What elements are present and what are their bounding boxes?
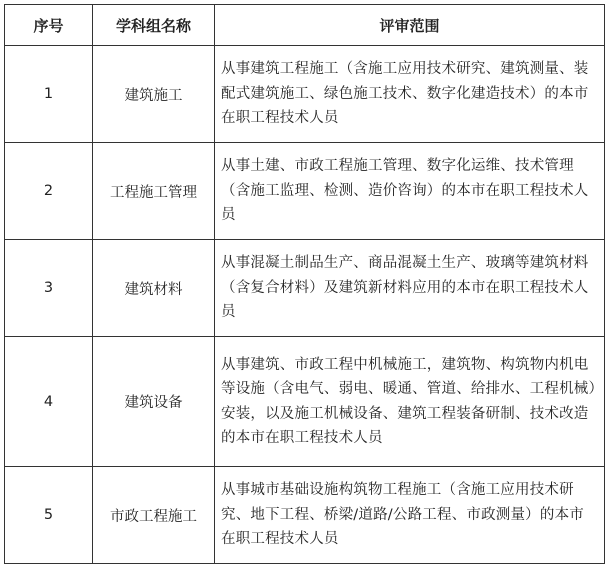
row-discipline: 建筑设备	[93, 337, 215, 467]
review-scope-table-container	[4, 4, 604, 564]
row-index: 4	[5, 337, 93, 467]
review-scope-table	[4, 4, 605, 564]
row-discipline: 建筑施工	[93, 46, 215, 143]
row-index: 3	[5, 240, 93, 337]
row-discipline: 建筑材料	[93, 240, 215, 337]
table-row	[5, 46, 605, 143]
row-scope: 从事城市基础设施构筑物工程施工（含施工应用技术研究、地下工程、桥梁/道路/公路工程、市政测量）的本市在职工程技术人员	[215, 467, 605, 564]
row-scope: 从事建筑、市政工程中机械施工，建筑物、构筑物内机电等设施（含电气、弱电、暖通、管道、给排水、工程机械）安装，以及施工机械设备、建筑工程装备研制、技术改造的本市在职工程技术人员	[215, 337, 605, 467]
row-scope: 从事建筑工程施工（含施工应用技术研究、建筑测量、装配式建筑施工、绿色施工技术、数字化建造技术）的本市在职工程技术人员	[215, 46, 605, 143]
table-row	[5, 240, 605, 337]
header-index: 序号	[5, 5, 93, 46]
row-index: 1	[5, 46, 93, 143]
row-discipline: 市政工程施工	[93, 467, 215, 564]
table-row	[5, 337, 605, 467]
table-row	[5, 467, 605, 564]
table-row	[5, 143, 605, 240]
row-scope: 从事混凝土制品生产、商品混凝土生产、玻璃等建筑材料（含复合材料）及建筑新材料应用的本市在职工程技术人员	[215, 240, 605, 337]
row-index: 2	[5, 143, 93, 240]
row-index: 5	[5, 467, 93, 564]
header-discipline: 学科组名称	[93, 5, 215, 46]
header-scope: 评审范围	[215, 5, 605, 46]
row-discipline: 工程施工管理	[93, 143, 215, 240]
table-header-row	[5, 5, 605, 46]
row-scope: 从事土建、市政工程施工管理、数字化运维、技术管理（含施工监理、检测、造价咨询）的本市在职工程技术人员	[215, 143, 605, 240]
